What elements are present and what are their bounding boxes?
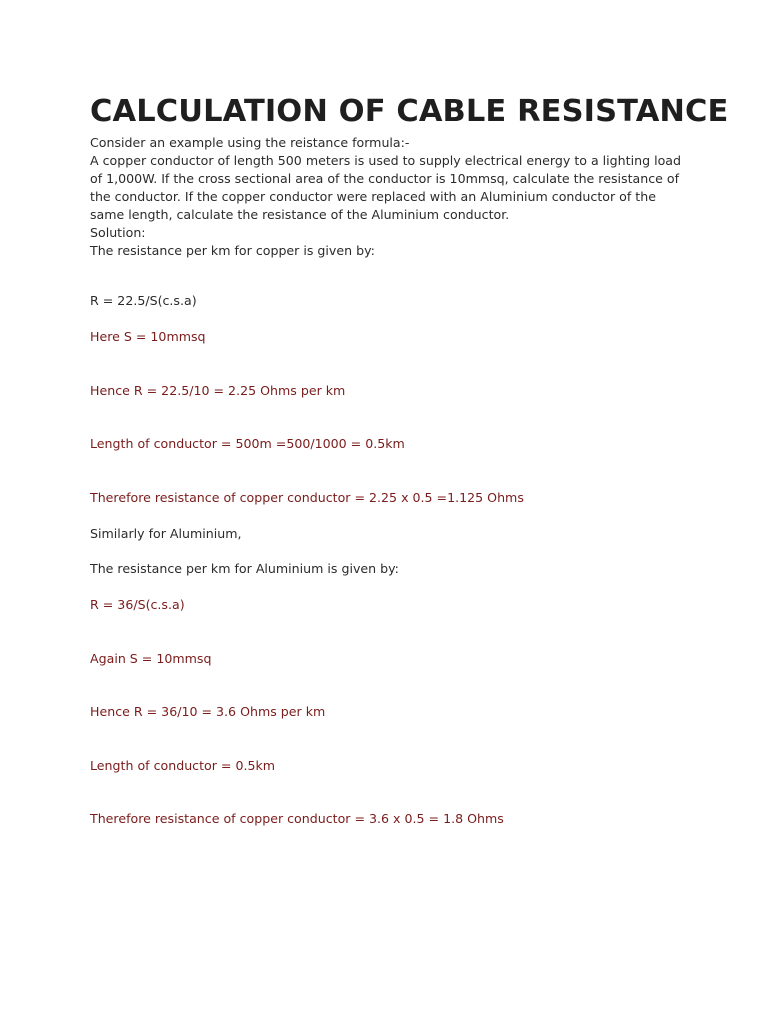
problem-statement (90, 134, 690, 260)
copper-formula: R = 22.5/S(c.s.a) (90, 293, 197, 308)
aluminium-heading: Similarly for Aluminium, (90, 526, 242, 541)
aluminium-formula: R = 36/S(c.s.a) (90, 597, 185, 612)
page-title: CALCULATION OF CABLE RESISTANCE (90, 94, 729, 129)
intro-line: Consider an example using the reistance formula:- (90, 135, 410, 150)
aluminium-total-resistance: Therefore resistance of copper conductor = 3.6 x 0.5 = 1.8 Ohms (90, 811, 504, 826)
copper-resistance-per-km: Hence R = 22.5/10 = 2.25 Ohms per km (90, 383, 346, 398)
solution-label: Solution: (90, 225, 146, 240)
copper-area: Here S = 10mmsq (90, 329, 206, 344)
document-body (90, 90, 729, 260)
copper-formula-intro: The resistance per km for copper is given by: (90, 243, 375, 258)
copper-total-resistance: Therefore resistance of copper conductor = 2.25 x 0.5 =1.125 Ohms (90, 490, 524, 505)
problem-paragraph: A copper conductor of length 500 meters is used to supply electrical energy to a lighting load of 1,000W. If the cross sectional area of the conductor is 10mmsq, calculate the resistance of the conductor. If the copper conductor were replaced with an Aluminium conductor of the same length, calculate the resistance of the Aluminium conductor. (90, 153, 681, 222)
aluminium-length: Length of conductor = 0.5km (90, 758, 276, 773)
aluminium-area: Again S = 10mmsq (90, 651, 212, 666)
aluminium-formula-intro: The resistance per km for Aluminium is given by: (90, 561, 399, 576)
copper-length: Length of conductor = 500m =500/1000 = 0.5km (90, 436, 405, 451)
aluminium-resistance-per-km: Hence R = 36/10 = 3.6 Ohms per km (90, 704, 326, 719)
